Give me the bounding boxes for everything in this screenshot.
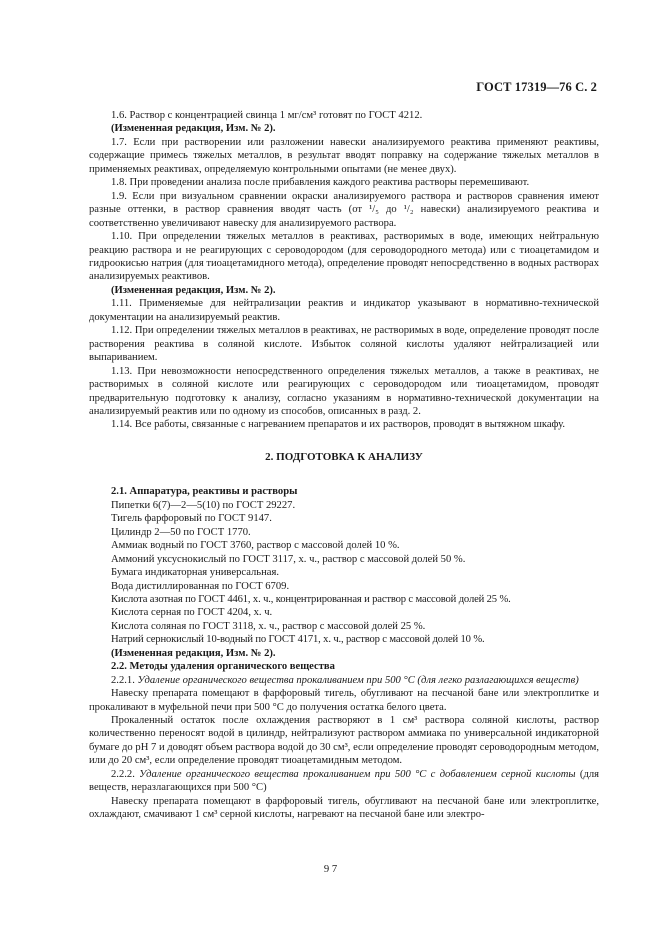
paragraph-1-13: 1.13. При невозможности непосредственного определения тяжелых металлов, а также в реактивах, не растворимых в соляной кислоте или реагирующих с сероводородом или тиоацетамидом, проводят предварительную подготовку к анализу, согласно указаниям в нормативно-технической документации на анализируемый реактив или по одному из способов, описанных в разд. 2.	[89, 365, 599, 417]
paragraph-1-14: 1.14. Все работы, связанные с нагреванием препаратов и их растворов, проводят в вытяжном шкафу.	[111, 419, 566, 431]
document-body	[89, 109, 599, 822]
amendment-note: (Измененная редакция, Изм. № 2).	[111, 284, 276, 296]
list-item: Пипетки 6(7)—2—5(10) по ГОСТ 29227.	[111, 499, 296, 511]
subsection-2-2-2-note: (для веществ, неразлагающихся при 500 °С)	[89, 768, 599, 794]
subsection-2-2-title: 2.2. Методы удаления органического вещества	[111, 661, 335, 673]
subsection-2-1-title: 2.1. Аппаратура, реактивы и растворы	[111, 486, 298, 498]
list-item: Кислота соляная по ГОСТ 3118, х. ч., раствор с массовой долей 25 %.	[111, 620, 426, 632]
subsection-2-2-1-title: Удаление органического вещества прокаливанием при 500 °С (для легко разлагающихся веществ)	[137, 674, 579, 686]
list-item: Вода дистиллированная по ГОСТ 6709.	[111, 580, 290, 592]
paragraph-1-9: 1.9. Если при визуальном сравнении окраски анализируемого раствора и растворов сравнения имеют разные оттенки, в раствор сравнения вводят часть (от ¹/₅ до ¹/₂ навески) анализируемого реактива и соответственно увеличивают навеску для анализируемого раствора.	[89, 190, 599, 229]
paragraph-1-11: 1.11. Применяемые для нейтрализации реактив и индикатор указывают в нормативно-технической документации на анализируемый реактив.	[89, 298, 599, 323]
list-item: Цилиндр 2—50 по ГОСТ 1770.	[111, 526, 251, 538]
paragraph-2-2-1-b: Прокаленный остаток после охлаждения растворяют в 1 см³ раствора соляной кислоты, раствор количественно переносят водой в цилиндр, нейтрализуют раствором аммиака по универсальной индикаторной бумаге до pH 7 и доводят объем раствора водой до 30 см³, если определение проводят сероводородным методом, или до 20 см³, если определение проводят тиоацетамидным методом.	[89, 715, 599, 767]
paragraph-1-8: 1.8. При проведении анализа после прибавления каждого реактива растворы перемешивают.	[111, 177, 530, 189]
list-item: Аммоний уксуснокислый по ГОСТ 3117, х. ч., раствор с массовой долей 50 %.	[111, 553, 466, 565]
list-item: Натрий сернокислый 10-водный по ГОСТ 4171, х. ч., раствор с массовой долей 10 %.	[111, 634, 485, 646]
subsection-2-2-2-heading	[89, 768, 599, 795]
list-item: Кислота серная по ГОСТ 4204, х. ч.	[111, 607, 273, 619]
paragraph-2-2-2-a: Навеску препарата помещают в фарфоровый тигель, обугливают на песчаной бане или электроплитке, охлаждают, смачивают 1 см³ серной кислоты, нагревают на песчаной бане или электро-	[89, 795, 599, 821]
subsection-2-2-1-heading	[89, 674, 599, 687]
section-2-title: 2. ПОДГОТОВКА К АНАЛИЗУ	[265, 450, 423, 463]
page-number: 9 7	[323, 864, 338, 875]
paragraph-1-7: 1.7. Если при растворении или разложении навески анализируемого реактива применяют реактивы, содержащие примесь тяжелых металлов, в результат вводят поправку на содержание тяжелых металлов в применяемых реактивах, определяемую контрольными опытами (не менее двух).	[89, 136, 599, 175]
amendment-note: (Измененная редакция, Изм. № 2).	[111, 123, 276, 135]
paragraph-1-10: 1.10. При определении тяжелых металлов в реактивах, растворимых в воде, имеющих нейтральную реакцию раствора и не реагирующих с сероводородом (для сероводородного метода) или с тиоацетамидом и гидроокисью натрия (для тиоацетамидного метода), определение проводят непосредственно в водных растворах анализируемых реактивов.	[89, 231, 599, 283]
amendment-note: (Измененная редакция, Изм. № 2).	[111, 647, 276, 659]
subsection-2-2-2-title: Удаление органического вещества прокаливанием при 500 °С с добавлением серной кислоты	[139, 768, 576, 780]
paragraph-1-12: 1.12. При определении тяжелых металлов в реактивах, не растворимых в воде, определение проводят после растворения реактива в соляной кислоте. Избыток соляной кислоты удаляют нейтрализацией или выпариванием.	[89, 325, 599, 364]
paragraph-2-2-1-a: Навеску препарата помещают в фарфоровый тигель, обугливают на песчаной бане или электроплитке и прокаливают в муфельной печи при 500 °С до получения остатка белого цвета.	[89, 688, 599, 713]
list-item: Аммиак водный по ГОСТ 3760, раствор с массовой долей 10 %.	[111, 540, 400, 552]
document-header: ГОСТ 17319—76 С. 2	[476, 80, 597, 94]
subsection-number: 2.2.1.	[111, 674, 138, 686]
subsection-number: 2.2.2.	[111, 768, 140, 780]
list-item: Кислота азотная по ГОСТ 4461, х. ч., концентрированная и раствор с массовой долей 25 %.	[111, 593, 511, 605]
list-item: Тигель фарфоровый по ГОСТ 9147.	[111, 513, 272, 525]
list-item: Бумага индикаторная универсальная.	[111, 567, 280, 579]
paragraph-1-6: 1.6. Раствор с концентрацией свинца 1 мг/см³ готовят по ГОСТ 4212.	[111, 110, 423, 121]
